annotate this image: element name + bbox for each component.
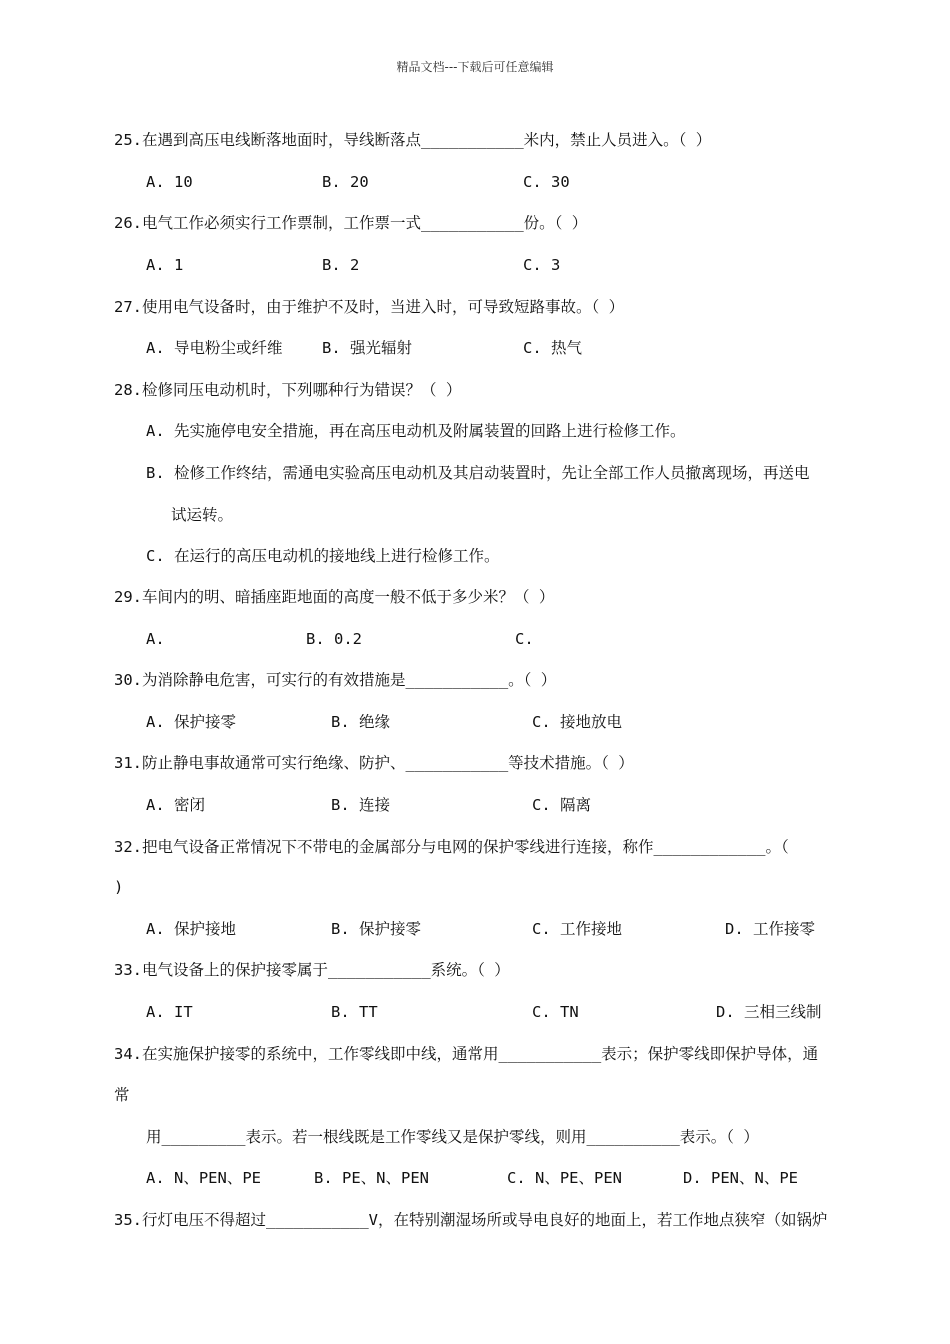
question-number: 34. bbox=[114, 1045, 142, 1063]
question-text: 车间内的明、暗插座距地面的高度一般不低于多少米？（ ） bbox=[142, 588, 555, 606]
option: C. 工作接地 bbox=[532, 920, 622, 938]
option: B. 检修工作终结，需通电实验高压电动机及其启动装置时，先让全部工作人员撤离现场，再送电 bbox=[146, 464, 810, 482]
option: C. 热气 bbox=[523, 339, 582, 357]
option: B. 保护接零 bbox=[331, 920, 421, 938]
option: B. TT bbox=[331, 1003, 378, 1021]
option: C. TN bbox=[532, 1003, 579, 1021]
question-number: 26. bbox=[114, 214, 142, 232]
question-text: 电气工作必须实行工作票制，工作票一式___________份。（ ） bbox=[142, 214, 588, 232]
option: A. 10 bbox=[146, 173, 193, 191]
question-31 bbox=[114, 752, 634, 774]
question-continuation: 常 bbox=[114, 1086, 130, 1104]
option: A. 先实施停电安全措施，再在高压电动机及附属装置的回路上进行检修工作。 bbox=[146, 422, 686, 440]
question-number: 25. bbox=[114, 131, 142, 149]
option: A. 密闭 bbox=[146, 796, 205, 814]
question-number: 35. bbox=[114, 1211, 142, 1229]
question-text: 检修同压电动机时，下列哪种行为错误？（ ） bbox=[142, 381, 462, 399]
question-text: 使用电气设备时，由于维护不及时，当进入时，可导致短路事故。（ ） bbox=[142, 298, 625, 316]
option: D. 三相三线制 bbox=[716, 1003, 822, 1021]
question-text: 在实施保护接零的系统中，工作零线即中线，通常用___________表示；保护零线即保护导体，通 bbox=[142, 1045, 819, 1063]
question-text: 电气设备上的保护接零属于___________系统。（ ） bbox=[142, 961, 510, 979]
question-continuation: ) bbox=[114, 878, 124, 896]
question-number: 30. bbox=[114, 671, 142, 689]
question-number: 28. bbox=[114, 381, 142, 399]
option: D. PEN、N、PE bbox=[683, 1169, 798, 1187]
option: B. 0.2 bbox=[306, 630, 362, 648]
option: C. 3 bbox=[523, 256, 561, 274]
question-text: 在遇到高压电线断落地面时，导线断落点___________米内，禁止人员进入。（ ） bbox=[142, 131, 712, 149]
option: A. 导电粉尘或纤维 bbox=[146, 339, 283, 357]
option: C. 接地放电 bbox=[532, 713, 622, 731]
option: B. 20 bbox=[322, 173, 369, 191]
option: A. bbox=[146, 630, 165, 648]
question-text: 为消除静电危害，可实行的有效措施是___________。（ ） bbox=[142, 671, 557, 689]
option: B. 绝缘 bbox=[331, 713, 390, 731]
option-continuation: 试运转。 bbox=[171, 506, 234, 524]
option: A. IT bbox=[146, 1003, 193, 1021]
option: B. 2 bbox=[322, 256, 360, 274]
option: A. 1 bbox=[146, 256, 184, 274]
question-text: 防止静电事故通常可实行绝缘、防护、___________等技术措施。（ ） bbox=[142, 754, 634, 772]
question-number: 33. bbox=[114, 961, 142, 979]
question-33 bbox=[114, 959, 510, 981]
option: A. N、PEN、PE bbox=[146, 1169, 261, 1187]
option: B. PE、N、PEN bbox=[314, 1169, 429, 1187]
option: D. 工作接零 bbox=[725, 920, 815, 938]
question-34 bbox=[114, 1043, 818, 1065]
question-text: 行灯电压不得超过___________V，在特别潮湿场所或导电良好的地面上，若工作地点狭窄（如锅炉 bbox=[142, 1211, 828, 1229]
option: C. 30 bbox=[523, 173, 570, 191]
question-number: 29. bbox=[114, 588, 142, 606]
question-number: 31. bbox=[114, 754, 142, 772]
question-35 bbox=[114, 1209, 827, 1231]
option: A. 保护接地 bbox=[146, 920, 236, 938]
question-number: 27. bbox=[114, 298, 142, 316]
question-25 bbox=[114, 129, 711, 151]
option: C. 在运行的高压电动机的接地线上进行检修工作。 bbox=[146, 547, 500, 565]
question-32 bbox=[114, 836, 789, 858]
question-number: 32. bbox=[114, 838, 142, 856]
question-28 bbox=[114, 379, 461, 401]
question-30 bbox=[114, 669, 556, 691]
option: C. bbox=[515, 630, 534, 648]
question-27 bbox=[114, 296, 624, 318]
question-26 bbox=[114, 212, 587, 234]
question-continuation: 用_________表示。若一根线既是工作零线又是保护零线，则用__________表示。（ ） bbox=[146, 1128, 759, 1146]
page-header: 精品文档---下载后可任意编辑 bbox=[396, 60, 554, 74]
option: A. 保护接零 bbox=[146, 713, 236, 731]
option: B. 强光辐射 bbox=[322, 339, 412, 357]
question-29 bbox=[114, 586, 554, 608]
question-text: 把电气设备正常情况下不带电的金属部分与电网的保护零线进行连接，称作____________。（ bbox=[142, 838, 789, 856]
option: C. N、PE、PEN bbox=[507, 1169, 622, 1187]
option: B. 连接 bbox=[331, 796, 390, 814]
option: C. 隔离 bbox=[532, 796, 591, 814]
